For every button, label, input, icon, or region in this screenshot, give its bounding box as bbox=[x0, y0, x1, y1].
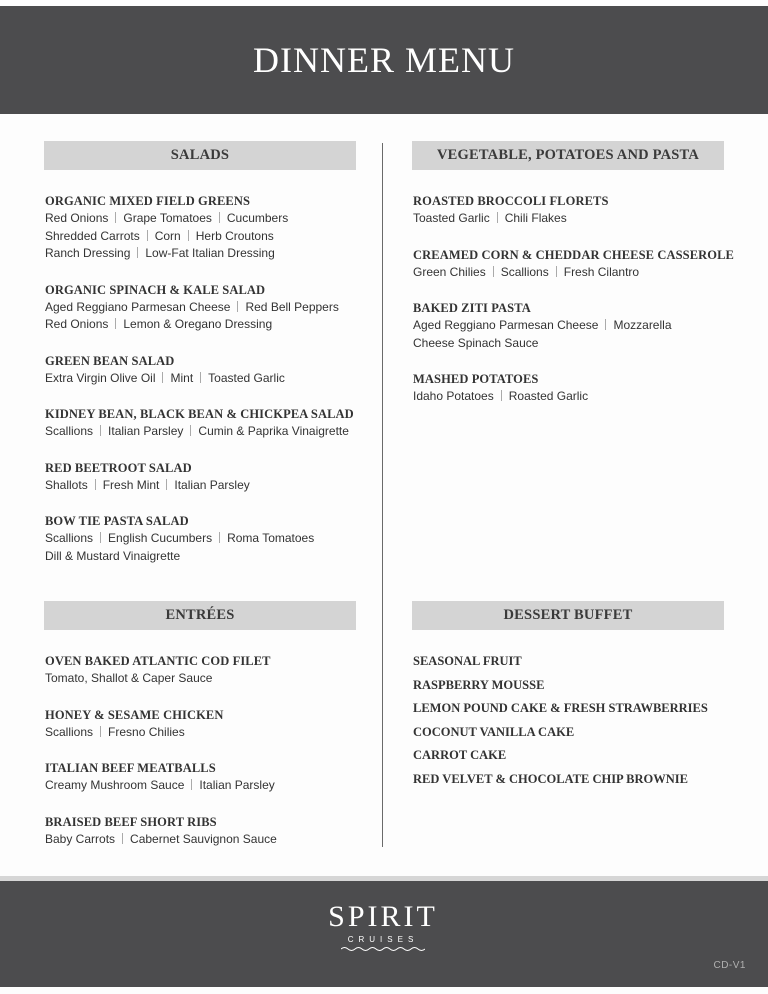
menu-item bbox=[45, 282, 375, 334]
logo-subtext: CRUISES bbox=[347, 935, 419, 944]
menu-item-description bbox=[45, 530, 375, 548]
menu-item-description bbox=[413, 388, 753, 406]
ingredient: Fresno Chilies bbox=[108, 724, 185, 739]
menu-item bbox=[45, 406, 375, 441]
ingredient: Cucumbers bbox=[226, 211, 289, 225]
menu-item bbox=[45, 513, 375, 565]
ingredient: Tomato, Shallot & Caper Sauce bbox=[45, 671, 213, 685]
wave-icon bbox=[341, 946, 425, 952]
separator bbox=[191, 779, 192, 790]
menu-item bbox=[413, 247, 753, 282]
separator bbox=[95, 479, 96, 490]
ingredient: Fresh Cilantro bbox=[563, 264, 640, 279]
separator bbox=[100, 425, 101, 436]
salads-list bbox=[45, 193, 375, 584]
separator bbox=[190, 425, 191, 436]
menu-item bbox=[45, 353, 375, 388]
vegetables-list bbox=[413, 193, 753, 425]
logo-text: SPIRIT bbox=[328, 900, 438, 933]
menu-title: DINNER MENU bbox=[253, 40, 515, 80]
menu-code: CD-V1 bbox=[713, 960, 746, 971]
ingredient: Ranch Dressing bbox=[45, 246, 131, 260]
menu-item bbox=[45, 760, 375, 795]
ingredient: Shredded Carrots bbox=[45, 228, 140, 243]
menu-item-name: KIDNEY BEAN, BLACK BEAN & CHICKPEA SALAD bbox=[45, 407, 354, 421]
menu-item-name: ROASTED BROCCOLI FLORETS bbox=[413, 194, 609, 208]
salads-heading: SALADS bbox=[44, 141, 356, 170]
ingredient: Roma Tomatoes bbox=[227, 531, 315, 545]
menu-item-name: CREAMED CORN & CHEDDAR CHEESE CASSEROLE bbox=[413, 247, 734, 262]
menu-item-name: ORGANIC SPINACH & KALE SALAD bbox=[45, 282, 266, 297]
ingredient: Scallions bbox=[500, 264, 549, 279]
separator bbox=[493, 266, 494, 277]
separator bbox=[100, 726, 101, 737]
menu-item-description bbox=[45, 670, 375, 688]
ingredient: Shallots bbox=[45, 477, 88, 492]
ingredient: Corn bbox=[154, 228, 181, 243]
separator bbox=[122, 833, 123, 844]
menu-item-description bbox=[45, 245, 375, 263]
ingredient: Chili Flakes bbox=[504, 211, 567, 225]
ingredient: Cabernet Sauvignon Sauce bbox=[130, 831, 277, 846]
separator bbox=[147, 230, 148, 241]
menu-item-description bbox=[413, 335, 753, 353]
menu-item bbox=[45, 653, 375, 688]
ingredient: Cumin & Paprika Vinaigrette bbox=[198, 424, 349, 438]
ingredient: Lemon & Oregano Dressing bbox=[123, 317, 273, 331]
separator bbox=[166, 479, 167, 490]
menu-item-description bbox=[45, 477, 375, 495]
ingredient: Mint bbox=[170, 370, 194, 385]
dessert-item: CARROT CAKE bbox=[413, 748, 507, 763]
ingredient: Italian Parsley bbox=[174, 477, 250, 492]
ingredient: Aged Reggiano Parmesan Cheese bbox=[413, 318, 599, 332]
menu-item bbox=[45, 193, 375, 263]
ingredient: Roasted Garlic bbox=[508, 389, 589, 403]
menu-item-name: HONEY & SESAME CHICKEN bbox=[45, 707, 224, 722]
separator bbox=[100, 532, 101, 543]
separator bbox=[115, 212, 116, 223]
ingredient: Herb Croutons bbox=[195, 228, 274, 243]
separator bbox=[162, 372, 163, 383]
ingredient: Extra Virgin Olive Oil bbox=[45, 370, 156, 385]
ingredient: Scallions bbox=[45, 724, 94, 739]
separator bbox=[188, 230, 189, 241]
menu-item-description bbox=[45, 423, 375, 441]
menu-item-description bbox=[413, 317, 753, 335]
ingredient: Scallions bbox=[45, 424, 94, 438]
menu-item-name: BAKED ZITI PASTA bbox=[413, 301, 531, 315]
menu-item-name: BOW TIE PASTA SALAD bbox=[45, 514, 189, 528]
menu-item bbox=[45, 707, 375, 742]
ingredient: Low-Fat Italian Dressing bbox=[145, 246, 275, 260]
ingredient: English Cucumbers bbox=[108, 531, 213, 545]
menu-item bbox=[413, 371, 753, 406]
entrees-heading: ENTRÉES bbox=[44, 601, 356, 630]
dessert-item: RED VELVET & CHOCOLATE CHIP BROWNIE bbox=[413, 771, 688, 786]
menu-item bbox=[413, 300, 753, 352]
separator bbox=[219, 212, 220, 223]
ingredient: Green Chilies bbox=[413, 264, 486, 279]
menu-item-name: BRAISED BEEF SHORT RIBS bbox=[45, 814, 217, 829]
menu-item-description bbox=[45, 370, 375, 388]
desserts-list bbox=[413, 653, 753, 795]
ingredient: Red Bell Peppers bbox=[245, 299, 339, 314]
menu-header bbox=[0, 6, 768, 114]
separator bbox=[556, 266, 557, 277]
separator bbox=[497, 212, 498, 223]
ingredient: Italian Parsley bbox=[108, 424, 184, 438]
ingredient: Idaho Potatoes bbox=[413, 389, 494, 403]
menu-item-name: MASHED POTATOES bbox=[413, 372, 539, 386]
ingredient: Dill & Mustard Vinaigrette bbox=[45, 548, 181, 563]
menu-item bbox=[45, 460, 375, 495]
separator bbox=[237, 301, 238, 312]
ingredient: Toasted Garlic bbox=[208, 370, 285, 385]
ingredient: Red Onions bbox=[45, 317, 109, 331]
menu-item-description bbox=[45, 724, 375, 742]
menu-item-description bbox=[45, 228, 375, 246]
separator bbox=[605, 319, 606, 330]
ingredient: Grape Tomatoes bbox=[123, 211, 212, 225]
menu-item-description bbox=[45, 210, 375, 228]
menu-item-description bbox=[45, 316, 375, 334]
menu-item-description bbox=[45, 831, 375, 849]
ingredient: Cheese Spinach Sauce bbox=[413, 335, 539, 350]
ingredient: Baby Carrots bbox=[45, 831, 116, 846]
menu-item-name: RED BEETROOT SALAD bbox=[45, 460, 192, 475]
separator bbox=[200, 372, 201, 383]
ingredient: Creamy Mushroom Sauce bbox=[45, 778, 185, 792]
menu-item bbox=[45, 814, 375, 849]
menu-item-name: ITALIAN BEEF MEATBALLS bbox=[45, 761, 216, 775]
menu-item-name: GREEN BEAN SALAD bbox=[45, 353, 175, 368]
menu-item-description bbox=[45, 299, 375, 317]
ingredient: Mozzarella bbox=[613, 318, 672, 332]
column-divider bbox=[382, 143, 383, 847]
menu-item-description bbox=[45, 548, 375, 566]
menu-item-name: OVEN BAKED ATLANTIC COD FILET bbox=[45, 654, 271, 668]
menu-footer bbox=[0, 876, 768, 987]
menu-item-description bbox=[413, 264, 753, 282]
dessert-item: COCONUT VANILLA CAKE bbox=[413, 724, 575, 739]
ingredient: Scallions bbox=[45, 531, 94, 545]
ingredient: Toasted Garlic bbox=[413, 211, 490, 225]
entrees-list bbox=[45, 653, 375, 867]
menu-item-description bbox=[45, 777, 375, 795]
separator bbox=[219, 532, 220, 543]
menu-item-name: ORGANIC MIXED FIELD GREENS bbox=[45, 194, 251, 208]
dessert-item: LEMON POUND CAKE & FRESH STRAWBERRIES bbox=[413, 701, 708, 716]
menu-item-description bbox=[413, 210, 753, 228]
vegetables-heading: VEGETABLE, POTATOES AND PASTA bbox=[412, 141, 724, 170]
menu-item bbox=[413, 193, 753, 228]
ingredient: Fresh Mint bbox=[102, 477, 160, 492]
separator bbox=[137, 247, 138, 258]
desserts-heading: DESSERT BUFFET bbox=[412, 601, 724, 630]
ingredient: Aged Reggiano Parmesan Cheese bbox=[45, 299, 231, 314]
spirit-cruises-logo bbox=[320, 901, 446, 952]
ingredient: Red Onions bbox=[45, 211, 109, 225]
separator bbox=[501, 390, 502, 401]
separator bbox=[115, 318, 116, 329]
dessert-item: RASPBERRY MOUSSE bbox=[413, 677, 545, 692]
ingredient: Italian Parsley bbox=[199, 778, 275, 792]
dessert-item: SEASONAL FRUIT bbox=[413, 654, 522, 668]
